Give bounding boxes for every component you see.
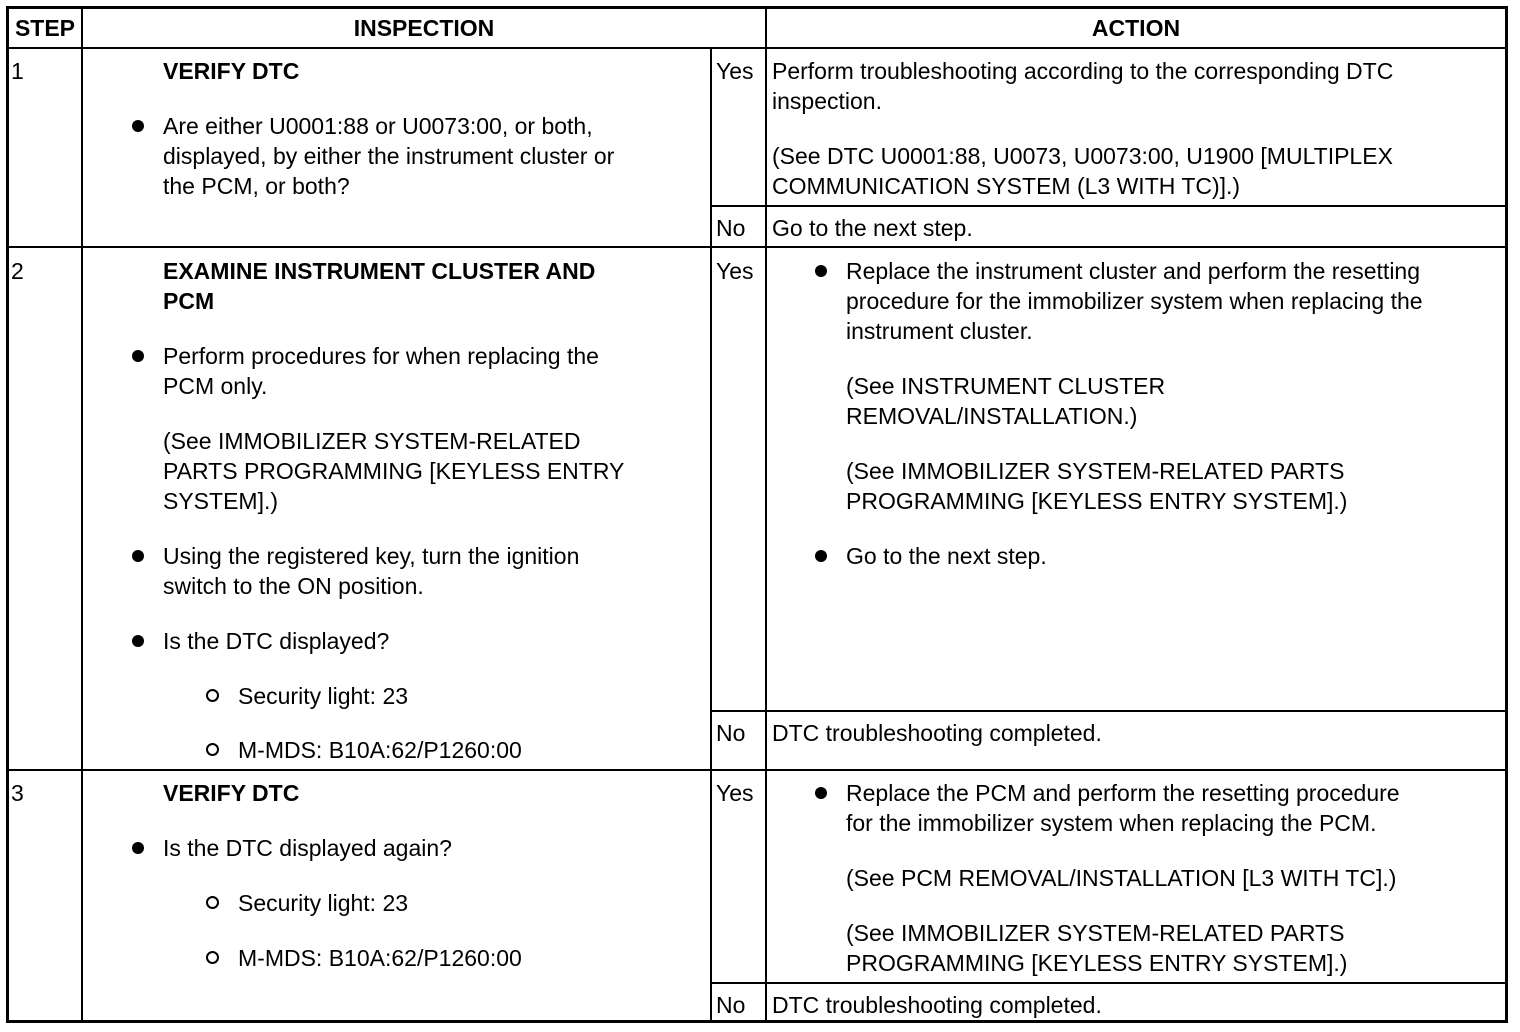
row-divider-1 — [6, 246, 1508, 248]
inspection-line: Using the registered key, turn the ignition — [163, 543, 580, 569]
yes-no-divider-3 — [710, 982, 1508, 984]
yes-no-divider-2 — [710, 710, 1508, 712]
action-line: (See IMMOBILIZER SYSTEM-RELATED PARTS — [846, 458, 1345, 484]
header-step: STEP — [14, 15, 76, 41]
action-line: procedure for the immobilizer system when replacing the — [846, 288, 1423, 314]
bullet-icon — [132, 635, 144, 647]
action-line: (See PCM REMOVAL/INSTALLATION [L3 WITH TC].) — [846, 865, 1397, 891]
sub-bullet-icon — [206, 743, 219, 756]
inspection-line: displayed, by either the instrument cluster or — [163, 143, 615, 169]
header-inspection: INSPECTION — [353, 15, 495, 41]
sub-bullet-icon — [206, 951, 219, 964]
row-divider-2 — [6, 769, 1508, 771]
no-action: DTC troubleshooting completed. — [772, 720, 1102, 746]
action-line: Replace the instrument cluster and perform the resetting — [846, 258, 1421, 284]
action-line: for the immobilizer system when replacing the PCM. — [846, 810, 1377, 836]
inspection-line: Are either U0001:88 or U0073:00, or both, — [163, 113, 593, 139]
action-line: COMMUNICATION SYSTEM (L3 WITH TC)].) — [772, 173, 1241, 199]
step-number: 2 — [11, 258, 24, 284]
action-line: Replace the PCM and perform the resetting procedure — [846, 780, 1400, 806]
inspection-subline: M-MDS: B10A:62/P1260:00 — [238, 945, 522, 971]
action-line: PROGRAMMING [KEYLESS ENTRY SYSTEM].) — [846, 950, 1348, 976]
no-label: No — [716, 720, 746, 746]
action-line: PROGRAMMING [KEYLESS ENTRY SYSTEM].) — [846, 488, 1348, 514]
action-line: inspection. — [772, 88, 882, 114]
yes-label: Yes — [716, 780, 754, 806]
step-number: 3 — [11, 780, 24, 806]
bullet-icon — [815, 550, 827, 562]
no-action: DTC troubleshooting completed. — [772, 992, 1102, 1018]
step-title: VERIFY DTC — [163, 58, 300, 84]
bullet-icon — [815, 265, 827, 277]
inspection-line: PARTS PROGRAMMING [KEYLESS ENTRY — [163, 458, 625, 484]
step-column-divider — [81, 6, 83, 1023]
inspection-column-divider — [710, 47, 712, 1023]
bullet-icon — [132, 550, 144, 562]
action-line: (See INSTRUMENT CLUSTER — [846, 373, 1166, 399]
header-action: ACTION — [1091, 15, 1181, 41]
action-line: (See IMMOBILIZER SYSTEM-RELATED PARTS — [846, 920, 1345, 946]
bullet-icon — [815, 787, 827, 799]
inspection-subline: M-MDS: B10A:62/P1260:00 — [238, 737, 522, 763]
action-line: Perform troubleshooting according to the corresponding DTC — [772, 58, 1394, 84]
step-title: PCM — [163, 288, 215, 314]
inspection-line: (See IMMOBILIZER SYSTEM-RELATED — [163, 428, 581, 454]
action-line: Go to the next step. — [846, 543, 1047, 569]
action-column-divider — [765, 6, 767, 1023]
step-number: 1 — [11, 58, 24, 84]
inspection-line: Is the DTC displayed? — [163, 628, 390, 654]
inspection-line: Perform procedures for when replacing the — [163, 343, 599, 369]
inspection-subline: Security light: 23 — [238, 890, 409, 916]
no-label: No — [716, 992, 746, 1018]
inspection-line: SYSTEM].) — [163, 488, 279, 514]
action-line: (See DTC U0001:88, U0073, U0073:00, U1900 [MULTIPLEX — [772, 143, 1393, 169]
inspection-line: Is the DTC displayed again? — [163, 835, 452, 861]
bullet-icon — [132, 842, 144, 854]
no-label: No — [716, 215, 746, 241]
bullet-icon — [132, 350, 144, 362]
step-title: EXAMINE INSTRUMENT CLUSTER AND — [163, 258, 596, 284]
sub-bullet-icon — [206, 896, 219, 909]
sub-bullet-icon — [206, 689, 219, 702]
action-line: REMOVAL/INSTALLATION.) — [846, 403, 1138, 429]
inspection-line: PCM only. — [163, 373, 268, 399]
no-action: Go to the next step. — [772, 215, 973, 241]
inspection-line: the PCM, or both? — [163, 173, 350, 199]
yes-no-divider-1 — [710, 205, 1508, 207]
inspection-subline: Security light: 23 — [238, 683, 409, 709]
yes-label: Yes — [716, 58, 754, 84]
bullet-icon — [132, 120, 144, 132]
yes-label: Yes — [716, 258, 754, 284]
header-divider — [6, 47, 1508, 49]
inspection-line: switch to the ON position. — [163, 573, 424, 599]
step-title: VERIFY DTC — [163, 780, 300, 806]
action-line: instrument cluster. — [846, 318, 1033, 344]
